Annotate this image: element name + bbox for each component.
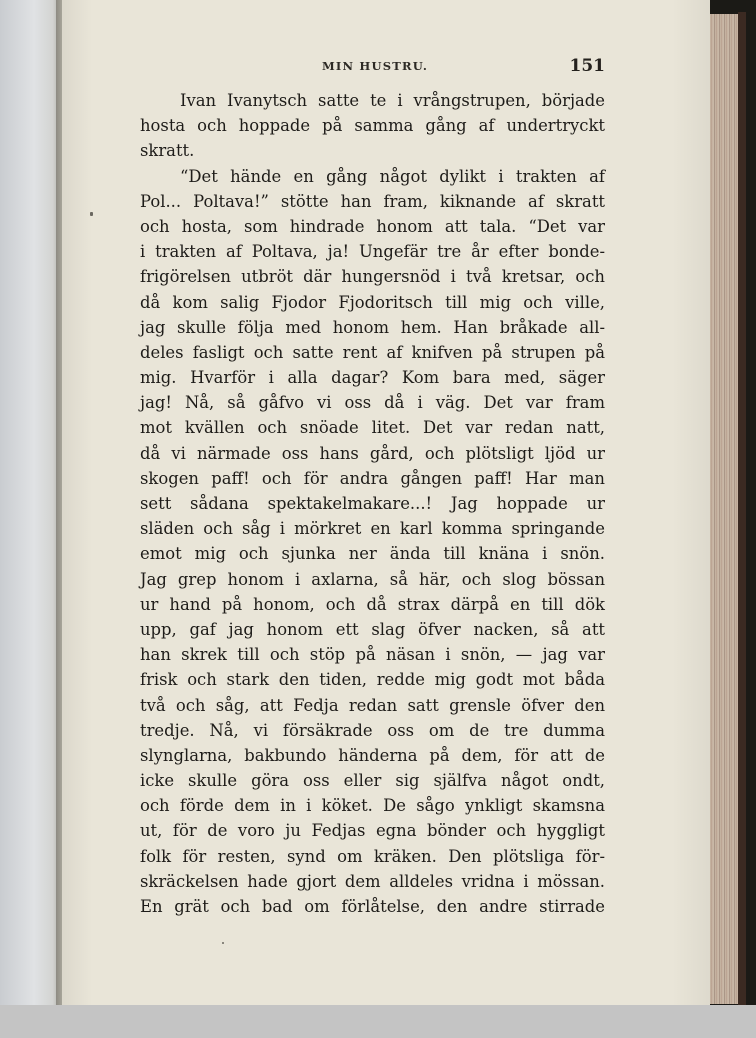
text-line: jag skulle följa med honom hem. Han bråkade all- [140, 317, 605, 337]
text-line: mot kvällen och snöade litet. Det var redan natt, [140, 418, 605, 438]
page-number: 151 [569, 56, 605, 76]
text-line: skogen paff! och för andra gången paff! Har man [140, 468, 605, 488]
text-line: tredje. Nå, vi försäkrade oss om de tre dumma [140, 720, 605, 740]
text-line: släden och såg i mörkret en karl komma springande [140, 519, 605, 539]
text-line: hosta och hoppade på samma gång af undertryckt [140, 116, 605, 136]
scan-background-strip [0, 1005, 756, 1038]
text-line: frigörelsen utbröt där hungersnöd i två kretsar, och [140, 267, 605, 287]
text-line: två och såg, att Fedja redan satt grensle öfver den [140, 695, 605, 715]
text-line: emot mig och sjunka ner ända till knäna i snön. [140, 544, 605, 564]
text-line: jag! Nå, så gåfvo vi oss då i väg. Det var fram [140, 393, 605, 413]
text-line: deles fasligt och satte rent af knifven på strupen på [140, 342, 605, 362]
text-line: Pol... Poltava!” stötte han fram, kiknande af skratt [140, 191, 605, 211]
text-line: En grät och bad om förlåtelse, den andre stirrade [140, 897, 605, 916]
text-line: och hosta, som hindrade honom att tala. “Det var [140, 216, 605, 236]
text-line: frisk och stark den tiden, redde mig godt mot båda [140, 670, 605, 690]
text-line: folk för resten, synd om kräken. Den plötsliga för- [140, 846, 605, 866]
text-line: då kom salig Fjodor Fjodoritsch till mig och ville, [140, 292, 605, 312]
text-line: slynglarna, bakbundo händerna på dem, för att de [140, 745, 605, 765]
facing-page-edge [0, 0, 62, 1005]
text-line: och förde dem in i köket. De sågo ynkligt skamsna [140, 796, 605, 816]
text-line: han skrek till och stöp på näsan i snön, — jag var [140, 645, 605, 665]
text-line: mig. Hvarför i alla dagar? Kom bara med, säger [140, 368, 605, 388]
text-line: ut, för de voro ju Fedjas egna bönder och hyggligt [140, 821, 605, 841]
book-cover-edge [738, 12, 746, 1006]
text-line: ur hand på honom, och då strax därpå en till dök [140, 594, 605, 614]
text-line: upp, gaf jag honom ett slag öfver nacken, så att [140, 619, 605, 639]
text-line: Ivan Ivanytsch satte te i vrångstrupen, började [180, 91, 605, 110]
text-line: Jag grep honom i axlarna, så här, och slog bössan [140, 569, 605, 589]
text-line: “Det hände en gång något dylikt i trakten af [180, 166, 605, 186]
running-title: MIN HUSTRU. [322, 59, 429, 73]
text-line: då vi närmade oss hans gård, och plötsligt ljöd ur [140, 443, 605, 463]
text-line: skratt. [140, 141, 195, 161]
margin-speck [90, 212, 93, 216]
page-header [140, 56, 605, 78]
body-text [140, 88, 605, 919]
text-line: icke skulle göra oss eller sig själfva något ondt, [140, 771, 605, 791]
text-line: skräckelsen hade gjort dem alldeles vridna i mössan. [140, 871, 605, 891]
margin-speck [222, 942, 224, 944]
text-line: i trakten af Poltava, ja! Ungefär tre år efter bonde- [140, 242, 605, 262]
text-line: sett sådana spektakelmakare...! Jag hoppade ur [140, 494, 605, 513]
